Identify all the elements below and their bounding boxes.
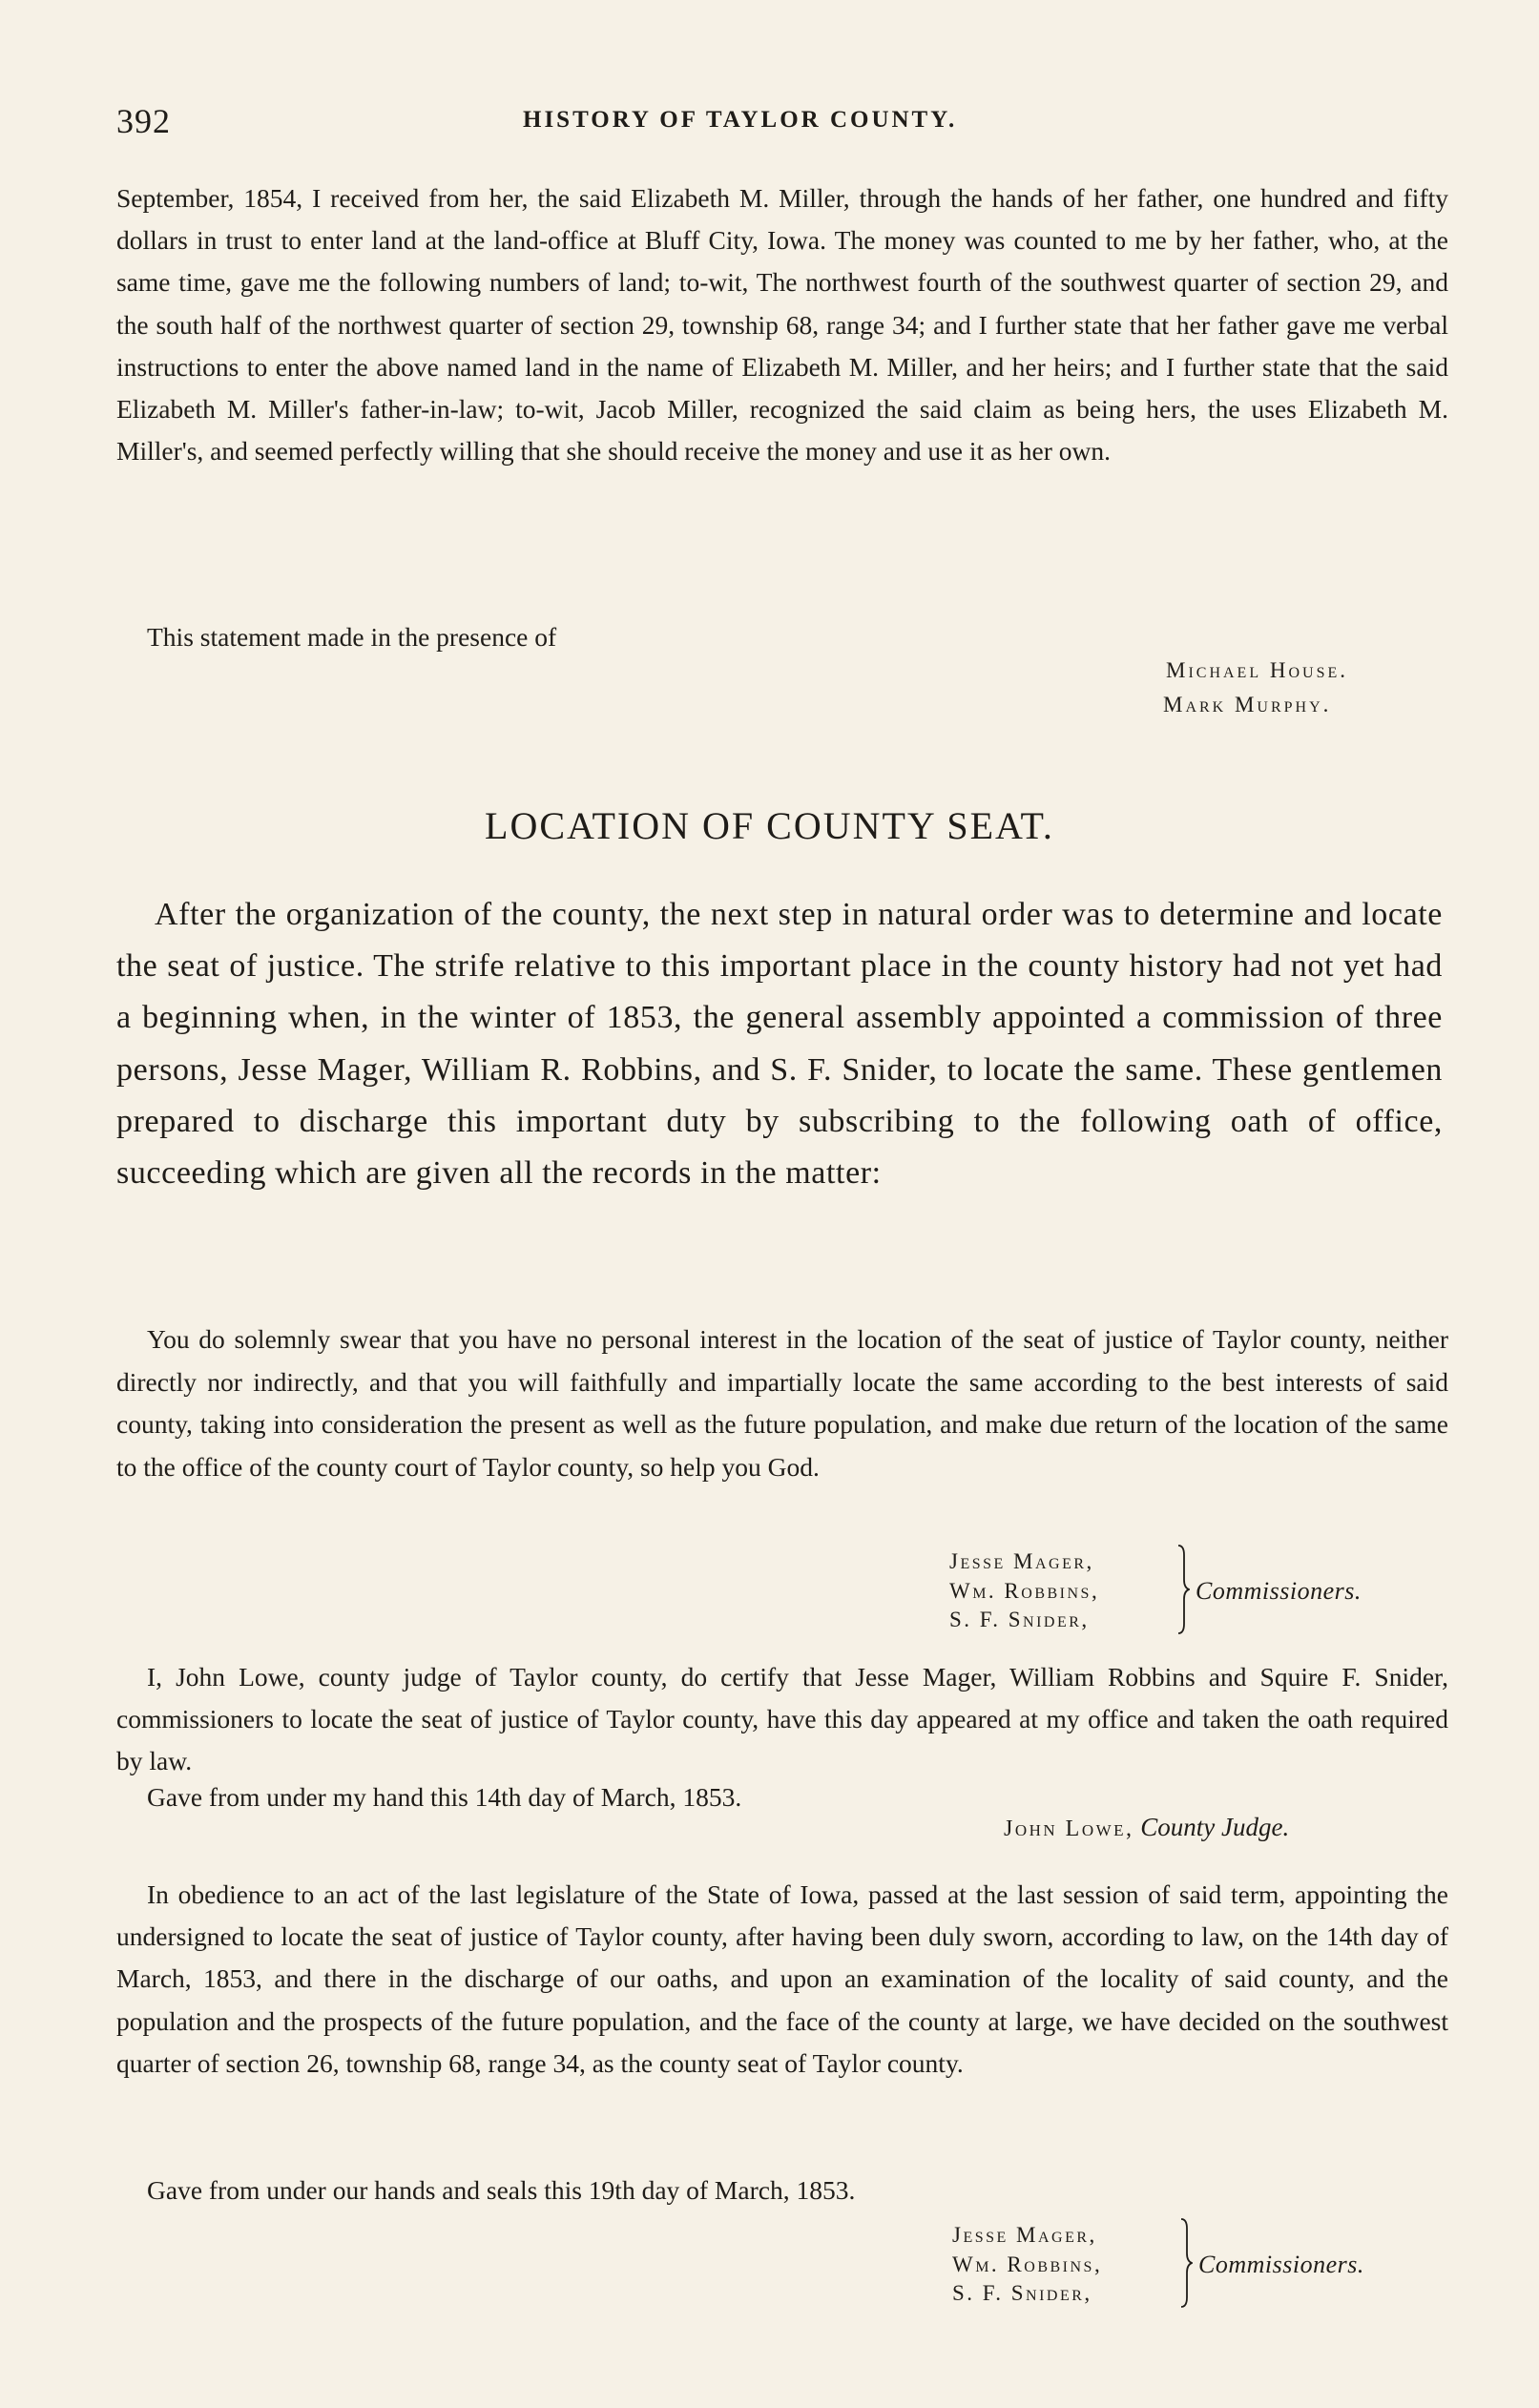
- commissioner-name: Wm. Robbins,: [952, 2252, 1103, 2276]
- page-number: 392: [116, 102, 171, 140]
- commissioner-name: S. F. Snider,: [949, 1608, 1090, 1631]
- certificate-paragraph: I, John Lowe, county judge of Taylor county, do certify that Jesse Mager, William Robbins and Squire F. Snider, commissioners to locate the seat of justice of Taylor county, have this day appeared at my office and taken the oath required by law.: [116, 1662, 1448, 1776]
- curly-brace-icon: [1176, 1544, 1190, 1635]
- commissioner-names: [952, 2221, 1102, 2309]
- witness-signature: Mark Murphy.: [1163, 693, 1332, 716]
- commissioner-name: Jesse Mager,: [952, 2223, 1097, 2247]
- report-date: Gave from under our hands and seals this 19th day of March, 1853.: [147, 2175, 856, 2205]
- judge-signature: [1004, 1813, 1289, 1842]
- commissioner-names: [949, 1547, 1099, 1635]
- presence-line: This statement made in the presence of: [147, 622, 557, 652]
- lead-paragraph: After the organization of the county, the next step in natural order was to determine and locate the seat of justice. The strife relative to this important place in the county history had not yet had a beginning when, in the winter of 1853, the general assembly appointed a commission of three persons, Jesse Mager, William R. Robbins, and S. F. Snider, to locate the same. These gentlemen prepared to discharge this important duty by subscribing to the following oath of office, succeeding which are given all the records in the matter:: [116, 897, 1443, 1192]
- curly-brace-icon: [1179, 2217, 1193, 2309]
- certificate-date: Gave from under my hand this 14th day of March, 1853.: [147, 1782, 742, 1812]
- report-paragraph: In obedience to an act of the last legislature of the State of Iowa, passed at the last session of said term, appointing the undersigned to locate the seat of justice of Taylor county, after having been duly sworn, according to law, on the 14th day of March, 1853, and there in the discharge of our oaths, and upon an examination of the locality of said county, and the population and the prospects of the future population, and the face of the county at large, we have decided on the southwest quarter of section 26, township 68, range 34, as the county seat of Taylor county.: [116, 1879, 1448, 2078]
- statement-paragraph: September, 1854, I received from her, the said Elizabeth M. Miller, through the hands of her father, one hundred and fifty dollars in trust to enter land at the land-office at Bluff City, Iowa. The money was counted to me by her father, who, at the same time, gave me the following numbers of land; to-wit, The northwest fourth of the southwest quarter of section 29, and the south half of the northwest quarter of section 29, township 68, range 34; and I further state that her father gave me verbal instructions to enter the above named land in the name of Elizabeth M. Miller, and her heirs; and I further state that the said Elizabeth M. Miller's father-in-law; to-wit, Jacob Miller, recognized the said claim as being hers, the uses Elizabeth M. Miller's, and seemed perfectly willing that she should receive the money and use it as her own.: [116, 183, 1448, 467]
- commissioners-role: Commissioners.: [1198, 2251, 1364, 2278]
- oath-paragraph: You do solemnly swear that you have no personal interest in the location of the seat of justice of Taylor county, neither directly nor indirectly, and that you will faithfully and impartially locate the same according to the best interests of said county, taking into consideration the present as well as the future population, and make due return of the location of the same to the office of the county court of Taylor county, so help you God.: [116, 1324, 1448, 1482]
- judge-title: County Judge.: [1140, 1813, 1290, 1841]
- witness-signature: Michael House.: [1166, 658, 1348, 682]
- commissioner-name: Jesse Mager,: [949, 1549, 1094, 1573]
- commissioner-name: Wm. Robbins,: [949, 1578, 1100, 1603]
- commissioners-role: Commissioners.: [1196, 1577, 1362, 1605]
- commissioner-name: S. F. Snider,: [952, 2281, 1092, 2305]
- section-heading: LOCATION OF COUNTY SEAT.: [485, 804, 1054, 847]
- judge-name: John Lowe,: [1004, 1816, 1134, 1841]
- running-head: HISTORY OF TAYLOR COUNTY.: [523, 107, 958, 133]
